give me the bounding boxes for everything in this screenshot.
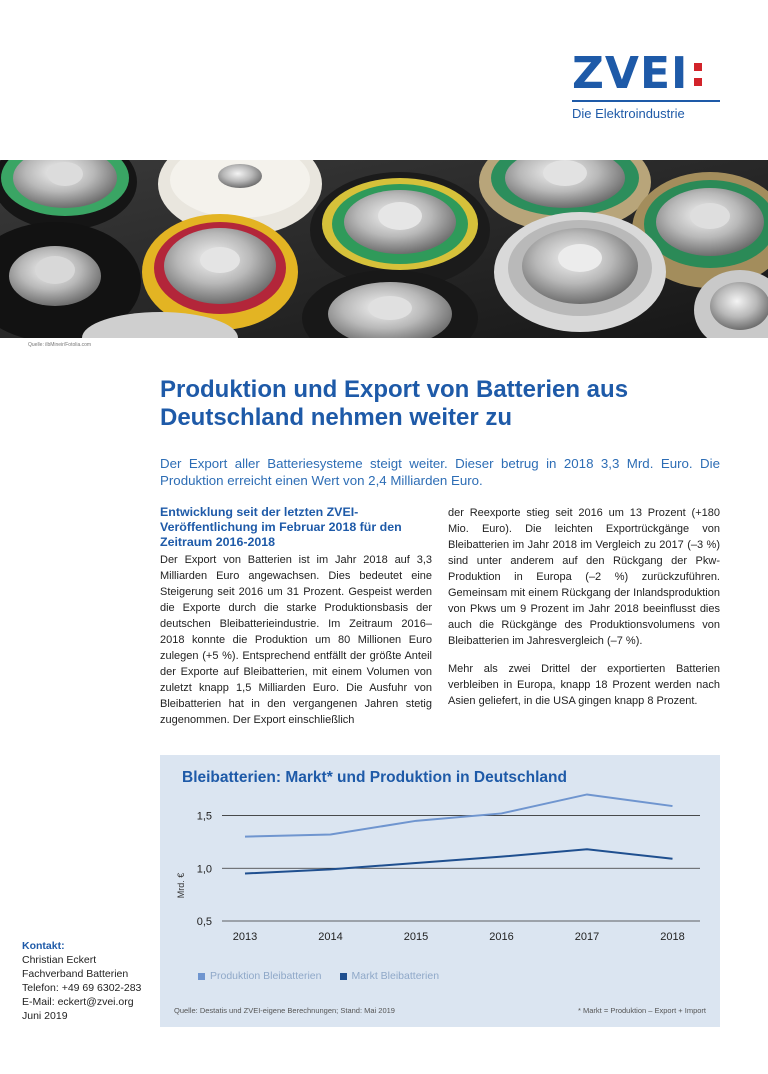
chart-footnote: * Markt = Produktion – Export + Import <box>578 1006 706 1015</box>
x-tick-label: 2015 <box>403 931 429 943</box>
line-chart <box>160 755 720 1027</box>
contact-phone: Telefon: +49 69 6302-283 <box>22 982 142 994</box>
legend-swatch-production <box>198 973 205 980</box>
logo-wordmark <box>572 48 722 99</box>
y-tick-label: 1,0 <box>196 863 212 876</box>
y-tick-label: 0,5 <box>196 916 212 928</box>
x-tick-label: 2014 <box>318 931 343 943</box>
contact-label: Kontakt: <box>22 940 65 952</box>
publication-date: Juni 2019 <box>22 1010 68 1022</box>
page-title: Produktion und Export von Batterien aus Deutschland nehmen weiter zu <box>160 376 629 431</box>
x-tick-label: 2016 <box>489 931 514 943</box>
lead-paragraph: Der Export aller Batteriesysteme steigt weiter. Dieser betrug in 2018 3,3 Mrd. Euro. Die Produktion erreicht einen Wert von 2,4 Milliarden Euro. <box>160 456 720 488</box>
y-tick-label: 1,5 <box>196 810 212 823</box>
y-axis-label: Mrd. € <box>176 872 186 899</box>
battery-illustration <box>0 160 768 338</box>
x-tick-label: 2018 <box>660 931 685 943</box>
image-credit: Quelle: ilbMineir/Fotolia.com <box>28 342 92 348</box>
logo-tagline: Die Elektroindustrie <box>572 106 685 121</box>
chart-title: Bleibatterien: Markt* und Produktion in Deutschland <box>182 769 567 786</box>
contact-organization: Fachverband Batterien <box>22 968 129 980</box>
contact-name: Christian Eckert <box>22 954 97 966</box>
chart-source: Quelle: Destatis und ZVEI-eigene Berechnungen; Stand: Mai 2019 <box>174 1006 395 1015</box>
left-column <box>160 505 432 740</box>
contact-block <box>22 939 141 1023</box>
hero-battery-photo <box>0 160 768 338</box>
chart-legend <box>198 970 439 982</box>
legend-label-production: Produktion Bleibatterien <box>210 970 322 982</box>
battery-cell <box>494 212 666 332</box>
legend-label-market: Markt Bleibatterien <box>351 970 440 982</box>
left-column-body: Der Export von Batterien ist im Jahr 2018 auf 3,3 Milliarden Euro angewachsen. Dies bedeutet eine Steigerung seit 2016 um 31 Prozent. Gespeist werden die Exporte durch die starke Produktionsbasis der deutschen Bleibatterieindustrie. Im Zeitraum 2016–2018 konnte die Produktion um 80 Millionen Euro zulegen (+5 %). Entsprechend entfällt der größte Anteil der Exporte auf Bleibatterien, mit einem Volumen von zuletzt knapp 1,5 Milliarden Euro. Die Ausfuhr von Bleibatterien hat in den vergangenen Jahren stetig zugenommen. Der Export einschließlich <box>160 554 432 726</box>
x-tick-label: 2013 <box>232 931 258 943</box>
legend-swatch-market <box>340 973 347 980</box>
chart-panel <box>160 755 720 1027</box>
x-tick-label: 2017 <box>574 931 600 943</box>
logo-underline <box>572 100 720 102</box>
legend-item-market <box>340 970 440 982</box>
contact-email[interactable]: E-Mail: eckert@zvei.org <box>22 996 134 1008</box>
logo-colon-icon <box>694 63 702 86</box>
zvei-logo <box>572 48 722 121</box>
section-subheading: Entwicklung seit der letzten ZVEI-Veröffentlichung im Februar 2018 für den Zeitraum 2016-2018 <box>160 505 402 549</box>
series-line-market <box>245 849 673 873</box>
logo-wordmark-text: ZVEI <box>572 48 689 99</box>
right-column <box>448 505 720 721</box>
right-column-paragraph-2: Mehr als zwei Drittel der exportierten Batterien verbleiben in Europa, knapp 18 Prozent werden nach Asien geliefert, in die USA gingen knapp 8 Prozent. <box>448 663 720 707</box>
legend-item-production <box>198 970 322 982</box>
right-column-paragraph-1: der Reexporte stieg seit 2016 um 13 Prozent (+180 Mio. Euro). Die leichten Exportrückgänge von Bleibatterien im Jahr 2018 im Vergleich zu 2017 (–3 %) sind unter anderem auf den Rückgang der Pkw-Produktion in Europa (–2 %) zurückzuführen. Gemeinsam mit einem Rückgang der Inlandsproduktion von Pkws um 9 Prozent im Jahr 2018 beeinflusst dies auch die Rückgänge des Produktionsvolumens von Bleibatterien im Jahresvergleich (–7 %). <box>448 507 720 647</box>
